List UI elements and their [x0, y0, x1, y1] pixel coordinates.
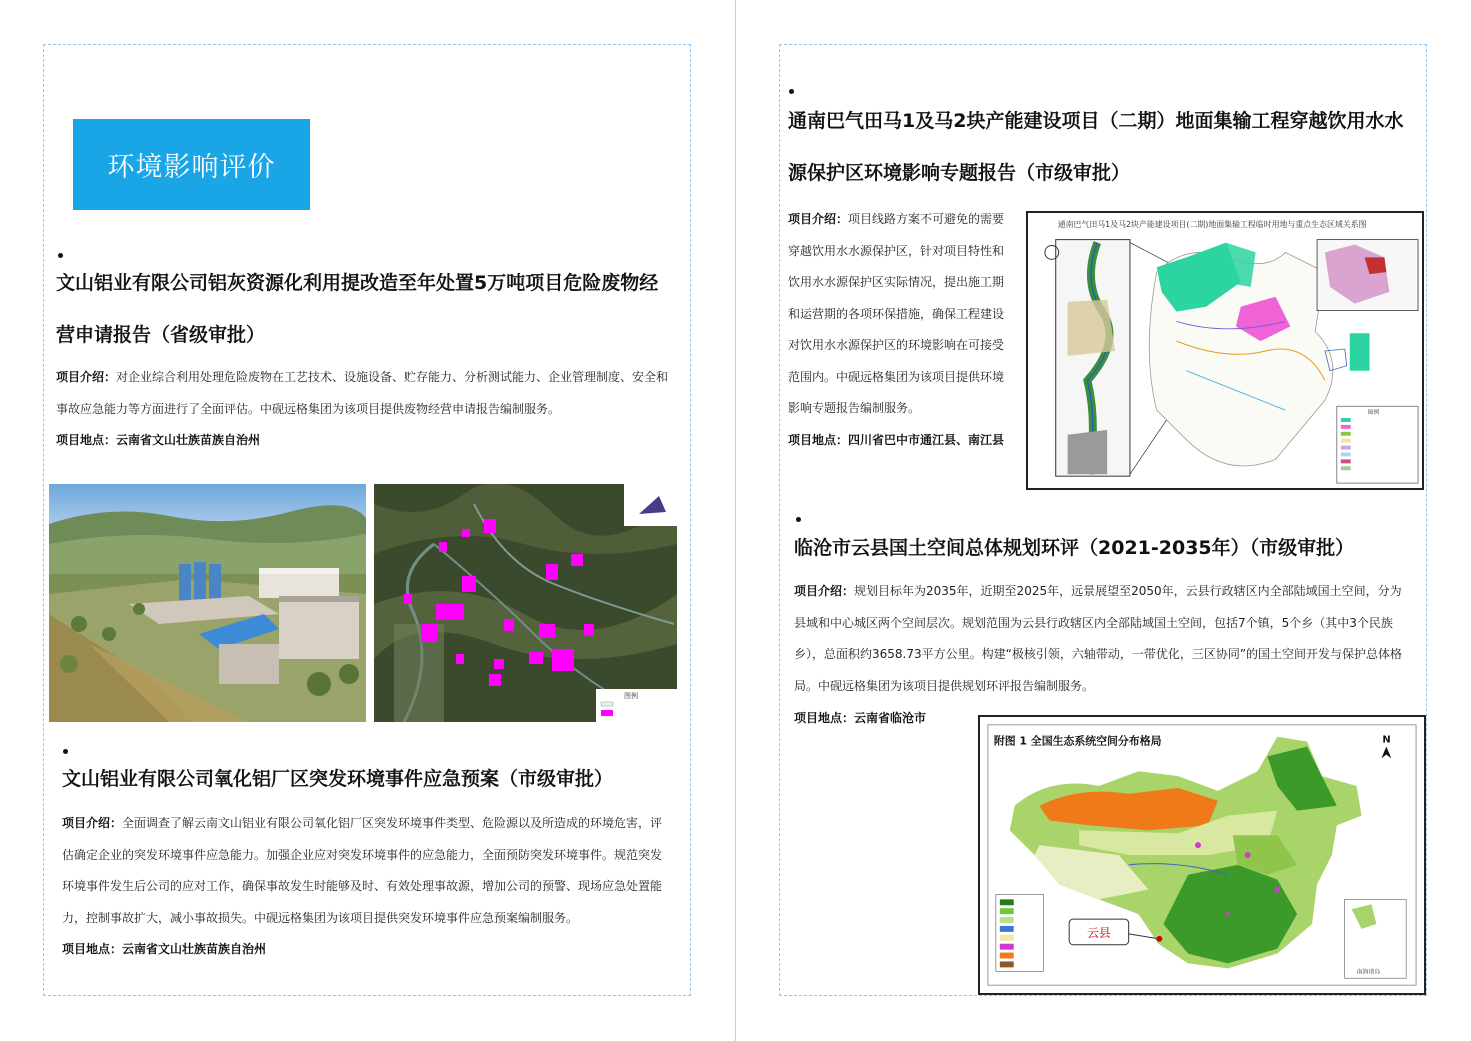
- bullet: [789, 89, 794, 94]
- intro-text: 规划目标年为2035年，近期至2025年，远景展望至2050年，云县行政辖区内全部陆域国土空间，分为县域和中心城区两个空间层次。规划范围为云县行政辖区内全部陆域国土空间，包括7个镇，5个乡（其中3个民族乡），总面积约3658.73平方公里。构建“极核引领，六轴带动，一带优化，三区协同”的国土空间开发与保护总体格局。中砚远格集团为该项目提供规划环评报告编制服务。: [794, 584, 1403, 693]
- pipeline-route-map: [1026, 211, 1424, 490]
- intro-text: 项目线路方案不可避免的需要穿越饮用水水源保护区，针对项目特性和饮用水水源保护区实际情况，提出施工期和运营期的各项环保措施，确保工程建设对饮用水水源保护区的环境影响在可接受范围内。中砚远格集团为该项目提供环境影响专题报告编制服务。: [788, 212, 1005, 415]
- project-title-3: 通南巴气田马1及马2块产能建设项目（二期）地面集输工程穿越饮用水水源保护区环境影响专题报告（市级审批）: [788, 110, 1404, 184]
- map-legend-title: 图例: [624, 692, 638, 700]
- page-divider: [735, 0, 736, 1041]
- satellite-map: [374, 484, 677, 722]
- project-intro-2: [62, 808, 672, 934]
- factory-photo: [49, 484, 366, 722]
- north-arrow-icon: N: [1382, 734, 1391, 746]
- project-title-1: 文山铝业有限公司铝灰资源化利用提改造至年处置5万吨项目危险废物经营申请报告（省级审批）: [56, 272, 659, 346]
- project-title-2: 文山铝业有限公司氧化铝厂区突发环境事件应急预案（市级审批）: [62, 768, 614, 790]
- intro-label: 项目介绍：: [62, 816, 123, 830]
- project-title-4: 临沧市云县国土空间总体规划环评（2021-2035年）（市级审批）: [794, 537, 1355, 559]
- pipeline-legend-title: 图例: [1367, 410, 1380, 417]
- project-location-2: 项目地点：云南省文山壮族苗族自治州: [62, 942, 267, 956]
- left-page: [43, 44, 691, 996]
- intro-text: 对企业综合利用处理危险废物在工艺技术、设施设备、贮存能力、分析测试能力、企业管理制度、安全和事故应急能力等方面进行了全面评估。中砚远格集团为该项目提供废物经营申请报告编制服务。: [56, 370, 669, 416]
- project-intro-3: [788, 204, 1013, 425]
- project-location-3: 项目地点：四川省巴中市通江县、南江县: [788, 433, 1005, 447]
- section-banner: 环境影响评价: [73, 119, 310, 210]
- right-page: [779, 44, 1427, 996]
- yun-county-callout: 云县: [1087, 925, 1111, 940]
- intro-label: 项目介绍：: [794, 584, 855, 598]
- south-sea-islands-label: 南海诸岛: [1356, 968, 1381, 976]
- project-location-4: 项目地点：云南省临沧市: [794, 711, 927, 725]
- project-intro-1: [56, 362, 680, 425]
- project-intro-4: [794, 576, 1408, 702]
- ecosystem-distribution-map: [978, 715, 1426, 995]
- intro-text: 全面调查了解云南文山铝业有限公司氧化铝厂区突发环境事件类型、危险源以及所造成的环境危害，评估确定企业的突发环境事件应急能力。加强企业应对突发环境事件的应急能力，全面预防突发环境事件。规范突发环境事件发生后公司的应对工作，确保事故发生时能够及时、有效处理事故源，增加公司的预警、现场应急处置能力，控制事故扩大，减小事故损失。中砚远格集团为该项目提供突发环境事件应急预案编制服务。: [62, 816, 663, 925]
- pipeline-map-title: 通南巴气田马1及马2块产能建设项目(二期)地面集输工程临时用地与重点生态区域关系图: [1057, 219, 1367, 229]
- intro-label: 项目介绍：: [788, 212, 849, 226]
- ecosystem-map-title: 附图 1 全国生态系统空间分布格局: [993, 734, 1162, 748]
- project-location-1: 项目地点：云南省文山壮族苗族自治州: [56, 433, 261, 447]
- intro-label: 项目介绍：: [56, 370, 117, 384]
